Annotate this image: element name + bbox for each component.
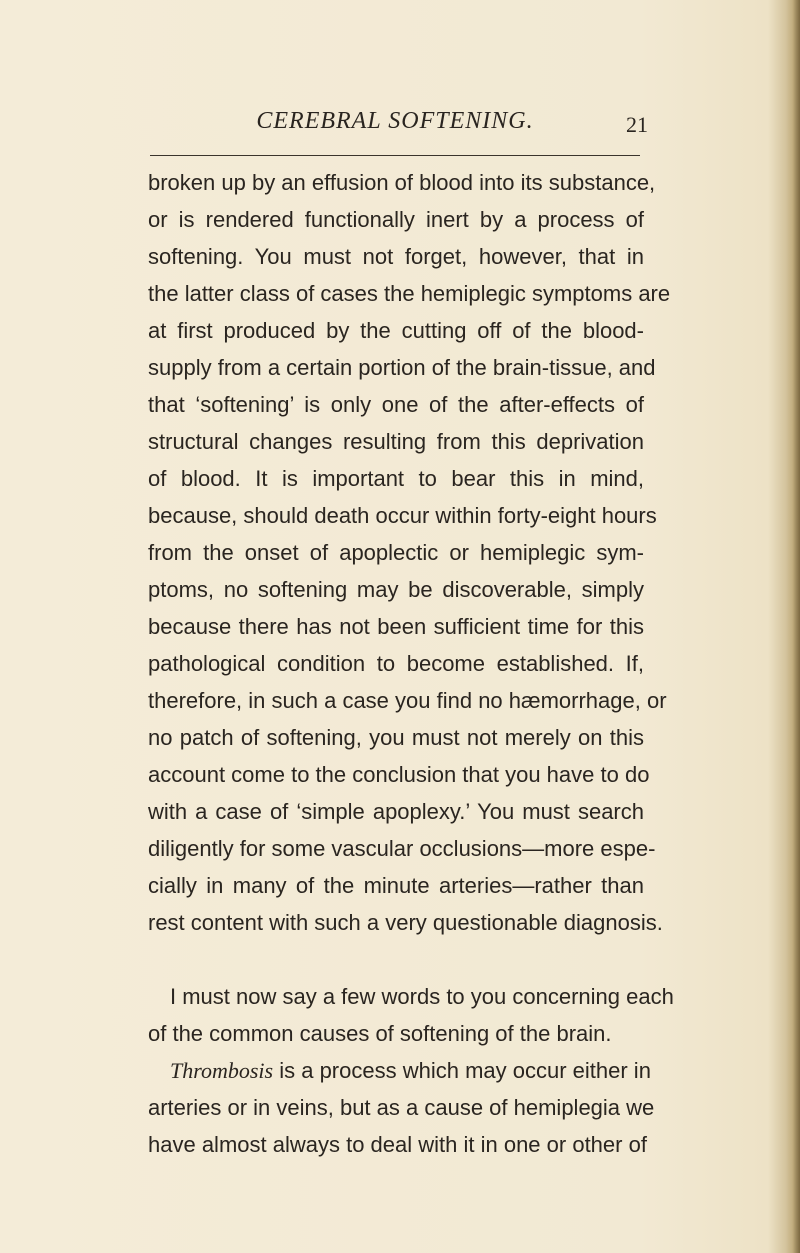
page-number: 21 <box>626 112 648 137</box>
body-text <box>148 164 674 1163</box>
text-line: structural changes resulting from this deprivation <box>148 429 644 454</box>
text-line: pathological condition to become established. If, <box>148 651 644 676</box>
text-line: of blood. It is important to bear this in mind, <box>148 466 644 491</box>
text-line: because, should death occur within forty-eight hours <box>148 503 657 528</box>
text-line: of the common causes of softening of the brain. <box>148 1021 612 1046</box>
text-line: because there has not been sufficient time for this <box>148 614 644 639</box>
page-header <box>150 108 648 148</box>
text-line: rest content with such a very questionable diagnosis. <box>148 910 663 935</box>
text-line: at first produced by the cutting off of the blood- <box>148 318 644 343</box>
text-line: from the onset of apoplectic or hemiplegic sym- <box>148 540 644 565</box>
text-line: the latter class of cases the hemiplegic symptoms are <box>148 281 671 306</box>
text-line: with a case of ‘simple apoplexy.’ You must search <box>148 799 644 824</box>
text-line: have almost always to deal with it in one or other of <box>148 1132 647 1157</box>
page-edge-shadow <box>786 0 800 1253</box>
text-line: that ‘softening’ is only one of the after-effects of <box>148 392 644 417</box>
text-line: I must now say a few words to you concerning each <box>170 984 674 1009</box>
text-line <box>148 1052 651 1089</box>
italic-term: Thrombosis <box>170 1058 274 1083</box>
text-line: therefore, in such a case you find no hæmorrhage, or <box>148 688 667 713</box>
text-line: softening. You must not forget, however, that in <box>148 244 644 269</box>
text-fragment: is a process which may occur either in <box>273 1058 651 1083</box>
text-line: diligently for some vascular occlusions—more espe- <box>148 836 656 861</box>
text-line: broken up by an effusion of blood into its substance, <box>148 170 656 195</box>
paragraph-1 <box>148 164 671 941</box>
text-line: no patch of softening, you must not merely on this <box>148 725 644 750</box>
text-line: arteries or in veins, but as a cause of hemiplegia we <box>148 1095 655 1120</box>
text-line: or is rendered functionally inert by a process of <box>148 207 644 232</box>
paragraph-3 <box>148 1052 655 1163</box>
text-line: ptoms, no softening may be discoverable, simply <box>148 577 644 602</box>
text-line: cially in many of the minute arteries—rather than <box>148 873 644 898</box>
header-rule <box>150 155 640 156</box>
running-title: CEREBRAL SOFTENING. <box>256 108 534 134</box>
paragraph-2 <box>148 978 674 1052</box>
text-line: supply from a certain portion of the brain-tissue, and <box>148 355 656 380</box>
text-line: account come to the conclusion that you have to do <box>148 762 650 787</box>
